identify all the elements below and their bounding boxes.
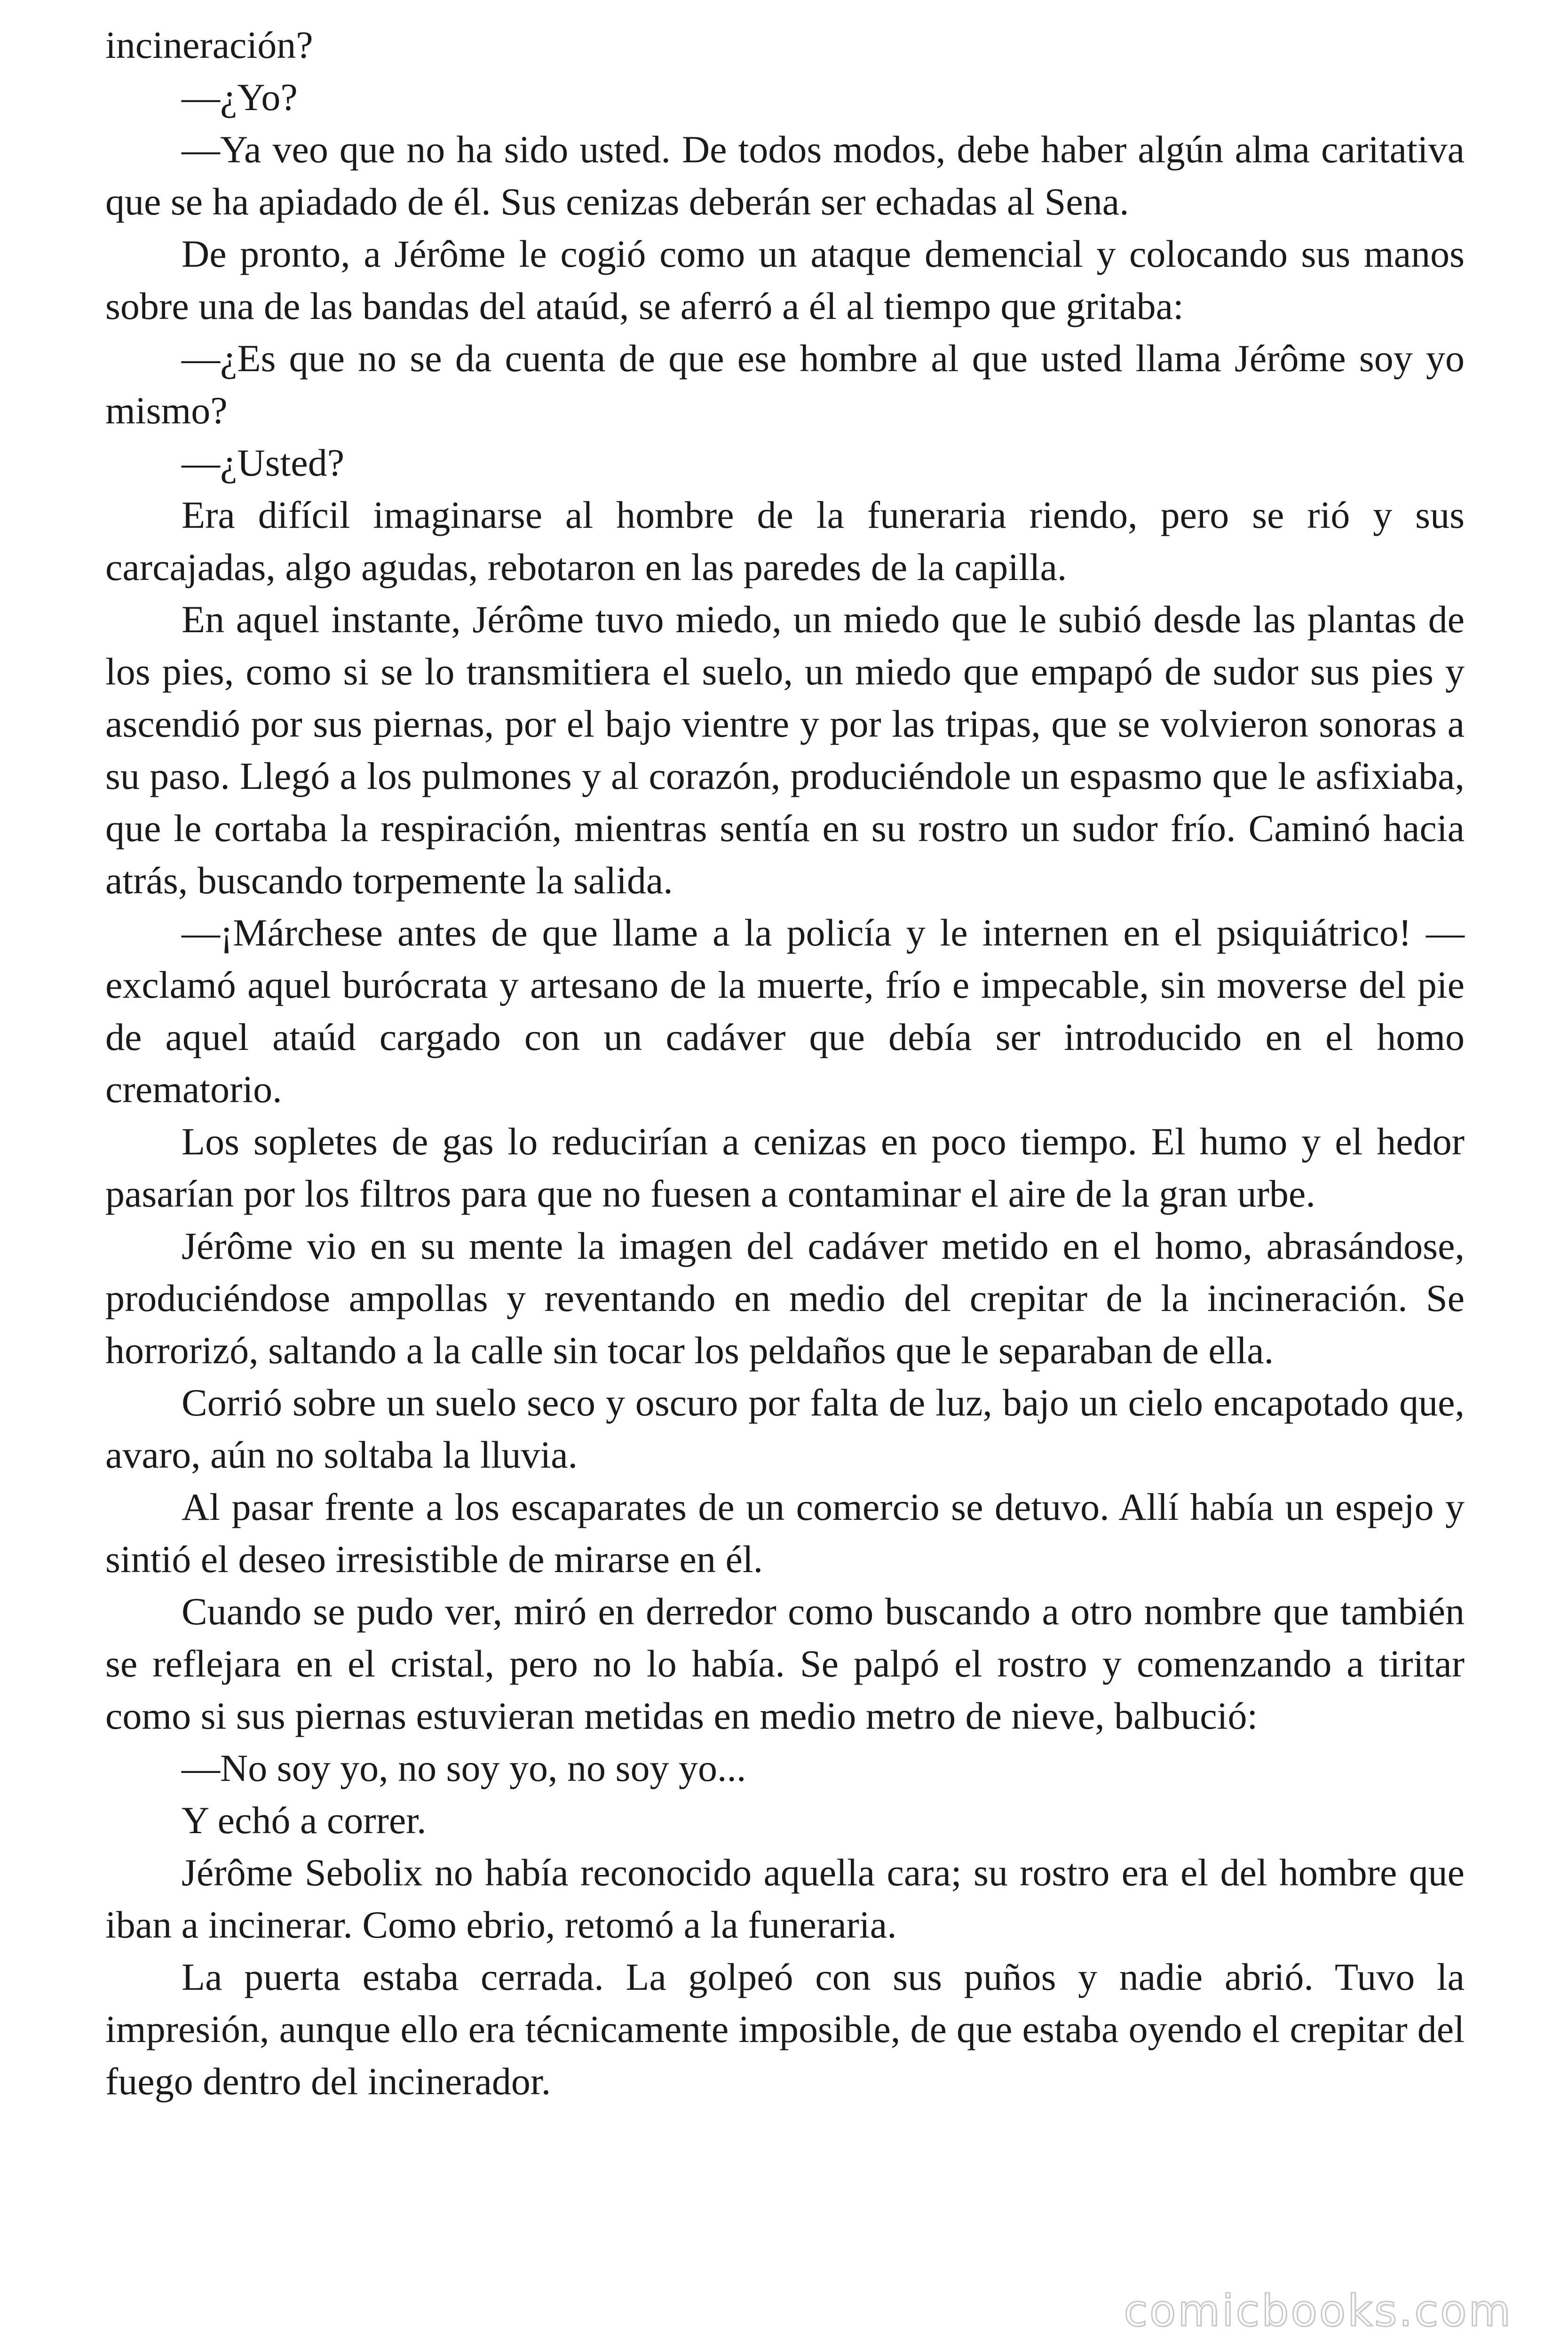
paragraph: —No soy yo, no soy yo, no soy yo...: [182, 1747, 746, 1789]
page-body: [105, 19, 1465, 2107]
paragraph: Cuando se pudo ver, miró en derredor como buscando a otro nombre que también se reflejara en el cristal, pero no lo había. Se palpó el rostro y comenzando a tiritar como si sus piernas estuvieran metidas en medio metro de nieve, balbució:: [105, 1590, 1465, 1737]
paragraph: Y echó a correr.: [182, 1799, 427, 1842]
paragraph: Jérôme Sebolix no había reconocido aquella cara; su rostro era el del hombre que iban a incinerar. Como ebrio, retomó a la funeraria.: [105, 1851, 1465, 1946]
paragraph: Corrió sobre un suelo seco y oscuro por falta de luz, bajo un cielo encapotado que, avaro, aún no soltaba la lluvia.: [105, 1381, 1465, 1476]
paragraph: —¿Yo?: [182, 76, 298, 119]
paragraph: —¿Usted?: [182, 441, 345, 484]
paragraph: La puerta estaba cerrada. La golpeó con sus puños y nadie abrió. Tuvo la impresión, aunque ello era técnicamente imposible, de que estaba oyendo el crepitar del fuego dentro del incinerador.: [105, 1955, 1465, 2103]
paragraph: Al pasar frente a los escaparates de un comercio se detuvo. Allí había un espejo y sintió el deseo irresistible de mirarse en él.: [105, 1486, 1465, 1581]
paragraph: Jérôme vio en su mente la imagen del cadáver metido en el homo, abrasándose, produciéndose ampollas y reventando en medio del crepitar de la incineración. Se horrorizó, saltando a la calle sin tocar los peldaños que le separaban de ella.: [105, 1224, 1465, 1372]
paragraph: —Ya veo que no ha sido usted. De todos modos, debe haber algún alma caritativa que se ha apiadado de él. Sus cenizas deberán ser echadas al Sena.: [105, 128, 1465, 223]
paragraph: Los sopletes de gas lo reducirían a cenizas en poco tiempo. El humo y el hedor pasarían por los filtros para que no fuesen a contaminar el aire de la gran urbe.: [105, 1120, 1465, 1215]
paragraph: —¡Márchese antes de que llame a la policía y le internen en el psiquiátrico! —exclamó aquel burócrata y artesano de la muerte, frío e impecable, sin moverse del pie de aquel ataúd cargado con un cadáver que debía ser introducido en el homo crematorio.: [105, 911, 1465, 1111]
paragraph: En aquel instante, Jérôme tuvo miedo, un miedo que le subió desde las plantas de los pies, como si se lo transmitiera el suelo, un miedo que empapó de sudor sus pies y ascendió por sus piernas, por el bajo vientre y por las tripas, que se volvieron sonoras a su paso. Llegó a los pulmones y al corazón, produciéndole un espasmo que le asfixiaba, que le cortaba la respiración, mientras sentía en su rostro un sudor frío. Caminó hacia atrás, buscando torpemente la salida.: [105, 598, 1465, 902]
paragraph: incineración?: [105, 24, 313, 66]
paragraph: Era difícil imaginarse al hombre de la funeraria riendo, pero se rió y sus carcajadas, algo agudas, rebotaron en las paredes de la capilla.: [105, 493, 1465, 588]
paragraph: De pronto, a Jérôme le cogió como un ataque demencial y colocando sus manos sobre una de las bandas del ataúd, se aferró a él al tiempo que gritaba:: [105, 232, 1465, 327]
watermark: comicbooks.com: [1124, 2286, 1513, 2336]
paragraph: —¿Es que no se da cuenta de que ese hombre al que usted llama Jérôme soy yo mismo?: [105, 337, 1465, 432]
